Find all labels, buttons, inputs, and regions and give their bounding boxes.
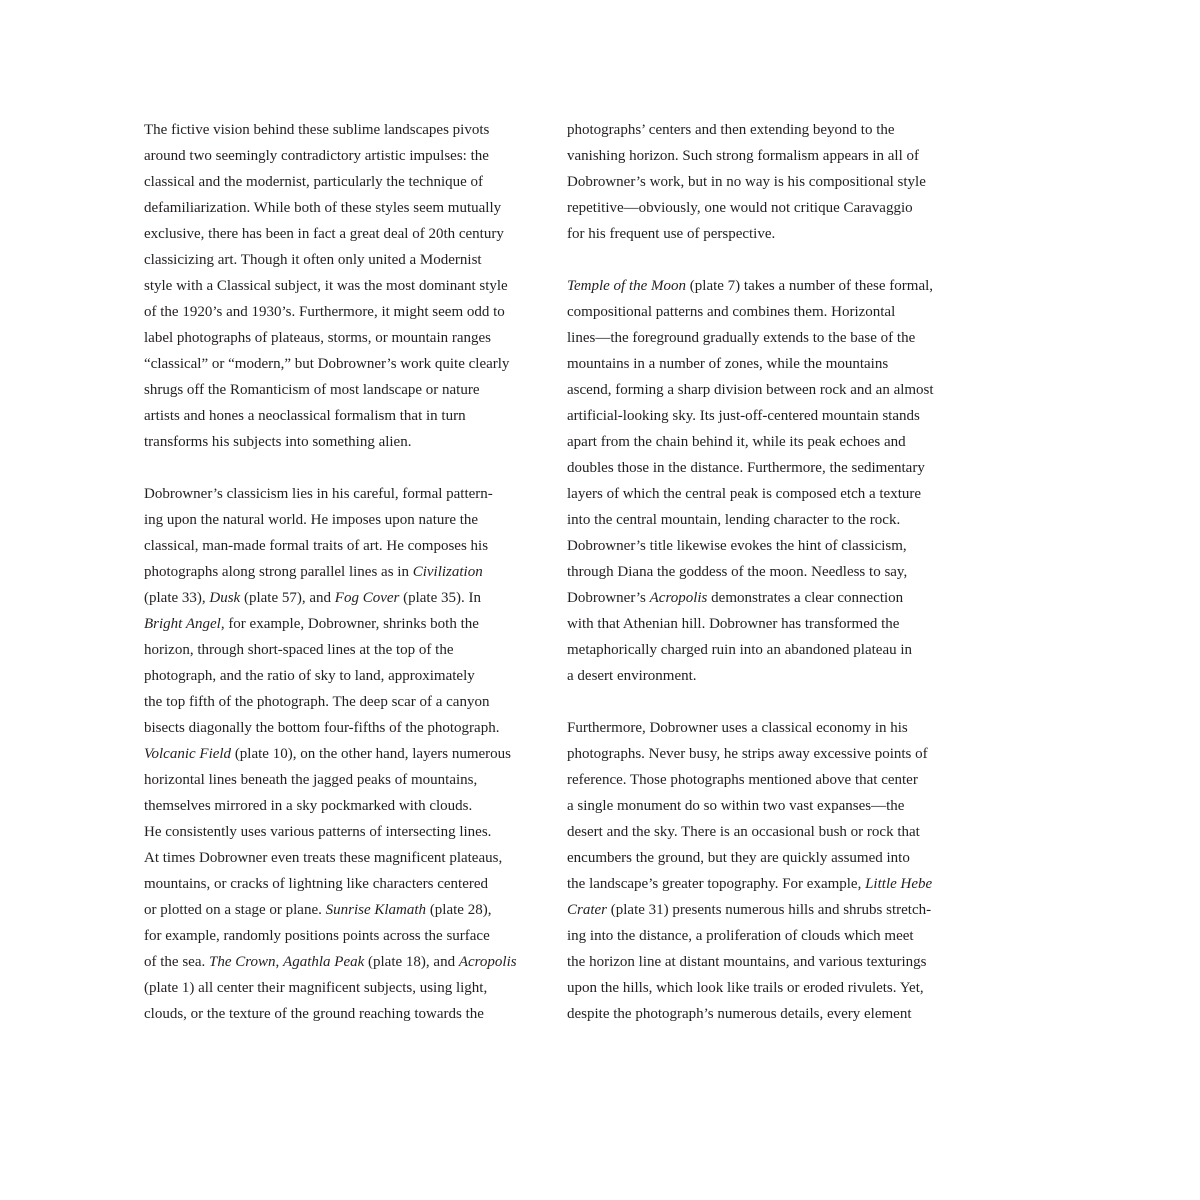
text-line: He consistently uses various patterns of intersecting lines. — [144, 824, 492, 840]
text-line: a single monument do so within two vast expanses—the — [567, 798, 905, 814]
text-line: style with a Classical subject, it was the most dominant style — [144, 278, 508, 294]
text-run: demonstrates a clear connection — [707, 590, 904, 606]
text-line: desert and the sky. There is an occasional bush or rock that — [567, 824, 920, 840]
text-run: of the sea. — [144, 954, 209, 970]
italic-title: Temple of the Moon — [567, 278, 687, 294]
text-line: transforms his subjects into something alien. — [144, 434, 412, 450]
text-line: shrugs off the Romanticism of most landscape or nature — [144, 382, 480, 398]
text-run: (plate 28), — [426, 902, 492, 918]
text-line — [144, 741, 524, 767]
text-line: classical, man-made formal traits of art. He composes his — [144, 538, 489, 554]
text-run: (plate 10), on the other hand, layers numerous — [231, 746, 511, 762]
text-line: doubles those in the distance. Furthermore, the sedimentary — [567, 460, 925, 476]
text-run: (plate 31) presents numerous hills and shrubs stretch- — [607, 902, 932, 918]
text-run: (plate 35). In — [399, 590, 481, 606]
text-line — [144, 585, 524, 611]
text-line: mountains, or cracks of lightning like characters centered — [144, 876, 489, 892]
text-line: metaphorically charged ruin into an abandoned plateau in — [567, 642, 913, 658]
italic-title: Acropolis — [458, 954, 517, 970]
text-line: classicizing art. Though it often only united a Modernist — [144, 252, 482, 268]
italic-title: Dusk — [209, 590, 241, 606]
text-line: reference. Those photographs mentioned above that center — [567, 772, 918, 788]
text-line: themselves mirrored in a sky pockmarked with clouds. — [144, 798, 473, 814]
italic-title: Fog Cover — [334, 590, 400, 606]
text-line: lines—the foreground gradually extends to the base of the — [567, 330, 916, 346]
text-line: photographs’ centers and then extending beyond to the — [567, 122, 895, 138]
italic-title: Sunrise Klamath — [325, 902, 427, 918]
text-run: Dobrowner’s — [567, 590, 650, 606]
text-line: the horizon line at distant mountains, and various texturings — [567, 954, 927, 970]
paragraph — [567, 117, 952, 247]
text-line: the top fifth of the photograph. The deep scar of a canyon — [144, 694, 490, 710]
text-line: artists and hones a neoclassical formalism that in turn — [144, 408, 466, 424]
text-line: Dobrowner’s work, but in no way is his compositional style — [567, 174, 926, 190]
italic-title: Bright Angel — [144, 616, 221, 632]
text-run: (plate 57), and — [240, 590, 335, 606]
text-line: (plate 1) all center their magnificent subjects, using light, — [144, 980, 488, 996]
text-line: repetitive—obviously, one would not critique Caravaggio — [567, 200, 913, 216]
text-line: for example, randomly positions points across the surface — [144, 928, 490, 944]
text-line — [567, 273, 952, 299]
text-run: the landscape’s greater topography. For example, — [567, 876, 866, 892]
text-line: apart from the chain behind it, while its peak echoes and — [567, 434, 906, 450]
text-line: for his frequent use of perspective. — [567, 226, 776, 242]
text-line: a desert environment. — [567, 668, 697, 684]
text-line: vanishing horizon. Such strong formalism appears in all of — [567, 148, 920, 164]
text-line: bisects diagonally the bottom four-fifths of the photograph. — [144, 720, 500, 736]
text-line: artificial-looking sky. Its just-off-centered mountain stands — [567, 408, 920, 424]
text-line — [144, 611, 524, 637]
text-line: encumbers the ground, but they are quickly assumed into — [567, 850, 910, 866]
text-line: horizon, through short-spaced lines at the top of the — [144, 642, 454, 658]
text-run: or plotted on a stage or plane. — [144, 902, 326, 918]
text-line: “classical” or “modern,” but Dobrowner’s work quite clearly — [144, 356, 510, 372]
italic-title: Little Hebe — [865, 876, 933, 892]
text-line: through Diana the goddess of the moon. Needless to say, — [567, 564, 908, 580]
italic-title: Crater — [567, 902, 608, 918]
paragraph — [144, 117, 524, 455]
text-line: ing upon the natural world. He imposes upon nature the — [144, 512, 479, 528]
text-line — [144, 559, 524, 585]
text-line: classical and the modernist, particularly the technique of — [144, 174, 484, 190]
paragraph-gap — [567, 247, 952, 273]
text-line: horizontal lines beneath the jagged peaks of mountains, — [144, 772, 478, 788]
text-line: photograph, and the ratio of sky to land, approximately — [144, 668, 475, 684]
text-run: photographs along strong parallel lines as in — [144, 564, 413, 580]
text-line: label photographs of plateaus, storms, or mountain ranges — [144, 330, 492, 346]
text-line — [567, 897, 952, 923]
text-line: of the 1920’s and 1930’s. Furthermore, it might seem odd to — [144, 304, 505, 320]
text-line — [567, 871, 952, 897]
text-line: clouds, or the texture of the ground reaching towards the — [144, 1006, 484, 1022]
text-run: , — [275, 954, 284, 970]
text-line: despite the photograph’s numerous details, every element — [567, 1006, 912, 1022]
italic-title: Agathla Peak — [283, 954, 365, 970]
paragraph — [567, 273, 952, 689]
text-run: (plate 7) takes a number of these formal, — [686, 278, 934, 294]
text-line: ing into the distance, a proliferation of clouds which meet — [567, 928, 914, 944]
left-text-column — [144, 117, 524, 1027]
text-line: At times Dobrowner even treats these magnificent plateaus, — [144, 850, 503, 866]
text-line — [144, 949, 524, 975]
text-line: into the central mountain, lending character to the rock. — [567, 512, 901, 528]
paragraph-gap — [144, 455, 524, 481]
text-line: Dobrowner’s title likewise evokes the hint of classicism, — [567, 538, 907, 554]
italic-title: Acropolis — [649, 590, 708, 606]
italic-title: The Crown — [208, 954, 276, 970]
paragraph — [567, 715, 952, 1027]
text-line: Furthermore, Dobrowner uses a classical economy in his — [567, 720, 908, 736]
text-line: exclusive, there has been in fact a great deal of 20th century — [144, 226, 504, 242]
text-line: photographs. Never busy, he strips away excessive points of — [567, 746, 928, 762]
text-run: , for example, Dobrowner, shrinks both the — [220, 616, 479, 632]
text-line: ascend, forming a sharp division between rock and an almost — [567, 382, 934, 398]
text-line: upon the hills, which look like trails or eroded rivulets. Yet, — [567, 980, 924, 996]
text-line: The fictive vision behind these sublime landscapes pivots — [144, 122, 490, 138]
italic-title: Civilization — [412, 564, 483, 580]
text-run: (plate 33), — [144, 590, 210, 606]
text-line: Dobrowner’s classicism lies in his careful, formal pattern- — [144, 486, 493, 502]
text-line: with that Athenian hill. Dobrowner has transformed the — [567, 616, 900, 632]
text-run: (plate 18), and — [364, 954, 459, 970]
text-line: mountains in a number of zones, while the mountains — [567, 356, 889, 372]
italic-title: Volcanic Field — [144, 746, 232, 762]
text-line: layers of which the central peak is composed etch a texture — [567, 486, 922, 502]
text-line — [144, 897, 524, 923]
text-line — [567, 585, 952, 611]
right-text-column — [567, 117, 952, 1027]
text-line: compositional patterns and combines them. Horizontal — [567, 304, 896, 320]
paragraph-gap — [567, 689, 952, 715]
paragraph — [144, 481, 524, 1027]
text-line: defamiliarization. While both of these styles seem mutually — [144, 200, 502, 216]
text-line: around two seemingly contradictory artistic impulses: the — [144, 148, 489, 164]
